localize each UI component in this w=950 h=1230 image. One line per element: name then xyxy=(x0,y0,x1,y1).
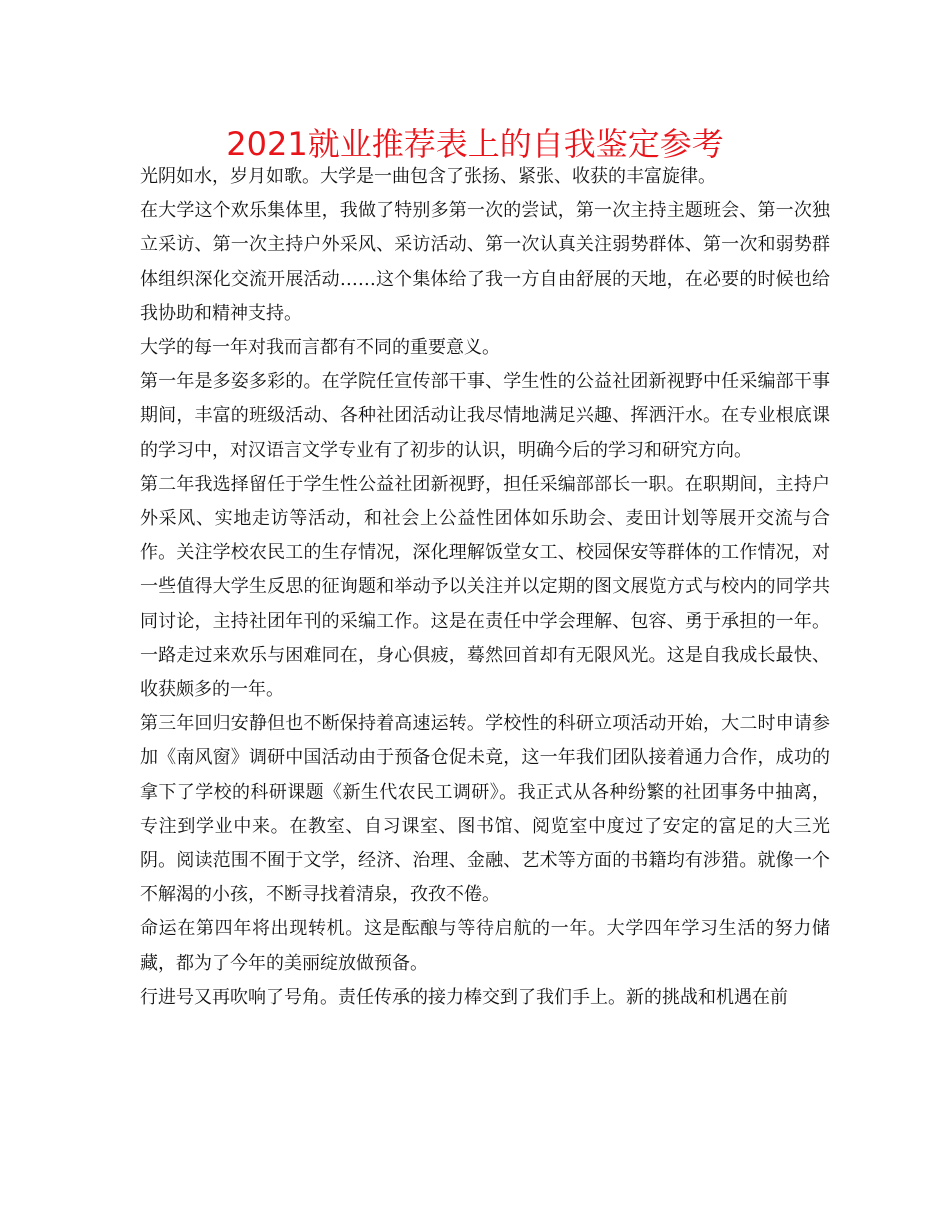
paragraph-1: 光阴如水，岁月如歌。大学是一曲包含了张扬、紧张、收获的丰富旋律。 xyxy=(140,166,716,187)
paragraph-4: 第一年是多姿多彩的。在学院任宣传部干事、学生性的公益社团新视野中任采编部干事期间，丰富的班级活动、各种社团活动让我尽情地满足兴趣、挥洒汗水。在专业根底课的学习中，对汉语言文学专业有了初步的认识，明确今后的学习和研究方向。 xyxy=(140,371,830,461)
paragraph-6: 第三年回归安静但也不断保持着高速运转。学校性的科研立项活动开始，大二时申请参加《南风窗》调研中国活动由于预备仓促未竟，这一年我们团队接着通力合作，成功的拿下了学校的科研课题《新生代农民工调研》。我正式从各种纷繁的社团事务中抽离，专注到学业中来。在教室、自习课室、图书馆、阅览室中度过了安定的富足的大三光阴。阅读范围不囿于文学，经济、治理、金融、艺术等方面的书籍均有涉猎。就像一个不解渴的小孩，不断寻找着清泉，孜孜不倦。 xyxy=(140,713,830,906)
paragraph-5: 第二年我选择留任于学生性公益社团新视野，担任采编部部长一职。在职期间，主持户外采风、实地走访等活动，和社会上公益性团体如乐助会、麦田计划等展开交流与合作。关注学校农民工的生存情况，深化理解饭堂女工、校园保安等群体的工作情况，对一些值得大学生反思的征询题和举动予以关注并以定期的图文展览方式与校内的同学共同讨论，主持社团年刊的采编工作。这是在责任中学会理解、包容、勇于承担的一年。一路走过来欢乐与困难同在，身心俱疲，蓦然回首却有无限风光。这是自我成长最快、收获颇多的一年。 xyxy=(140,473,830,701)
document-title: 2021就业推荐表上的自我鉴定参考 xyxy=(226,125,724,163)
paragraph-3: 大学的每一年对我而言都有不同的重要意义。 xyxy=(140,337,500,359)
paragraph-8: 行进号又再吹响了号角。责任传承的接力棒交到了我们手上。新的挑战和机遇在前 xyxy=(140,986,788,1008)
paragraph-7: 命运在第四年将出现转机。这是酝酿与等待启航的一年。大学四年学习生活的努力储藏，都为了今年的美丽绽放做预备。 xyxy=(140,918,830,974)
paragraph-2: 在大学这个欢乐集体里，我做了特别多第一次的尝试，第一次主持主题班会、第一次独立采访、第一次主持户外采风、采访活动、第一次认真关注弱势群体、第一次和弱势群体组织深化交流开展活动……这个集体给了我一方自由舒展的天地，在必要的时候也给我协助和精神支持。 xyxy=(140,200,830,324)
document-body xyxy=(140,160,830,1015)
